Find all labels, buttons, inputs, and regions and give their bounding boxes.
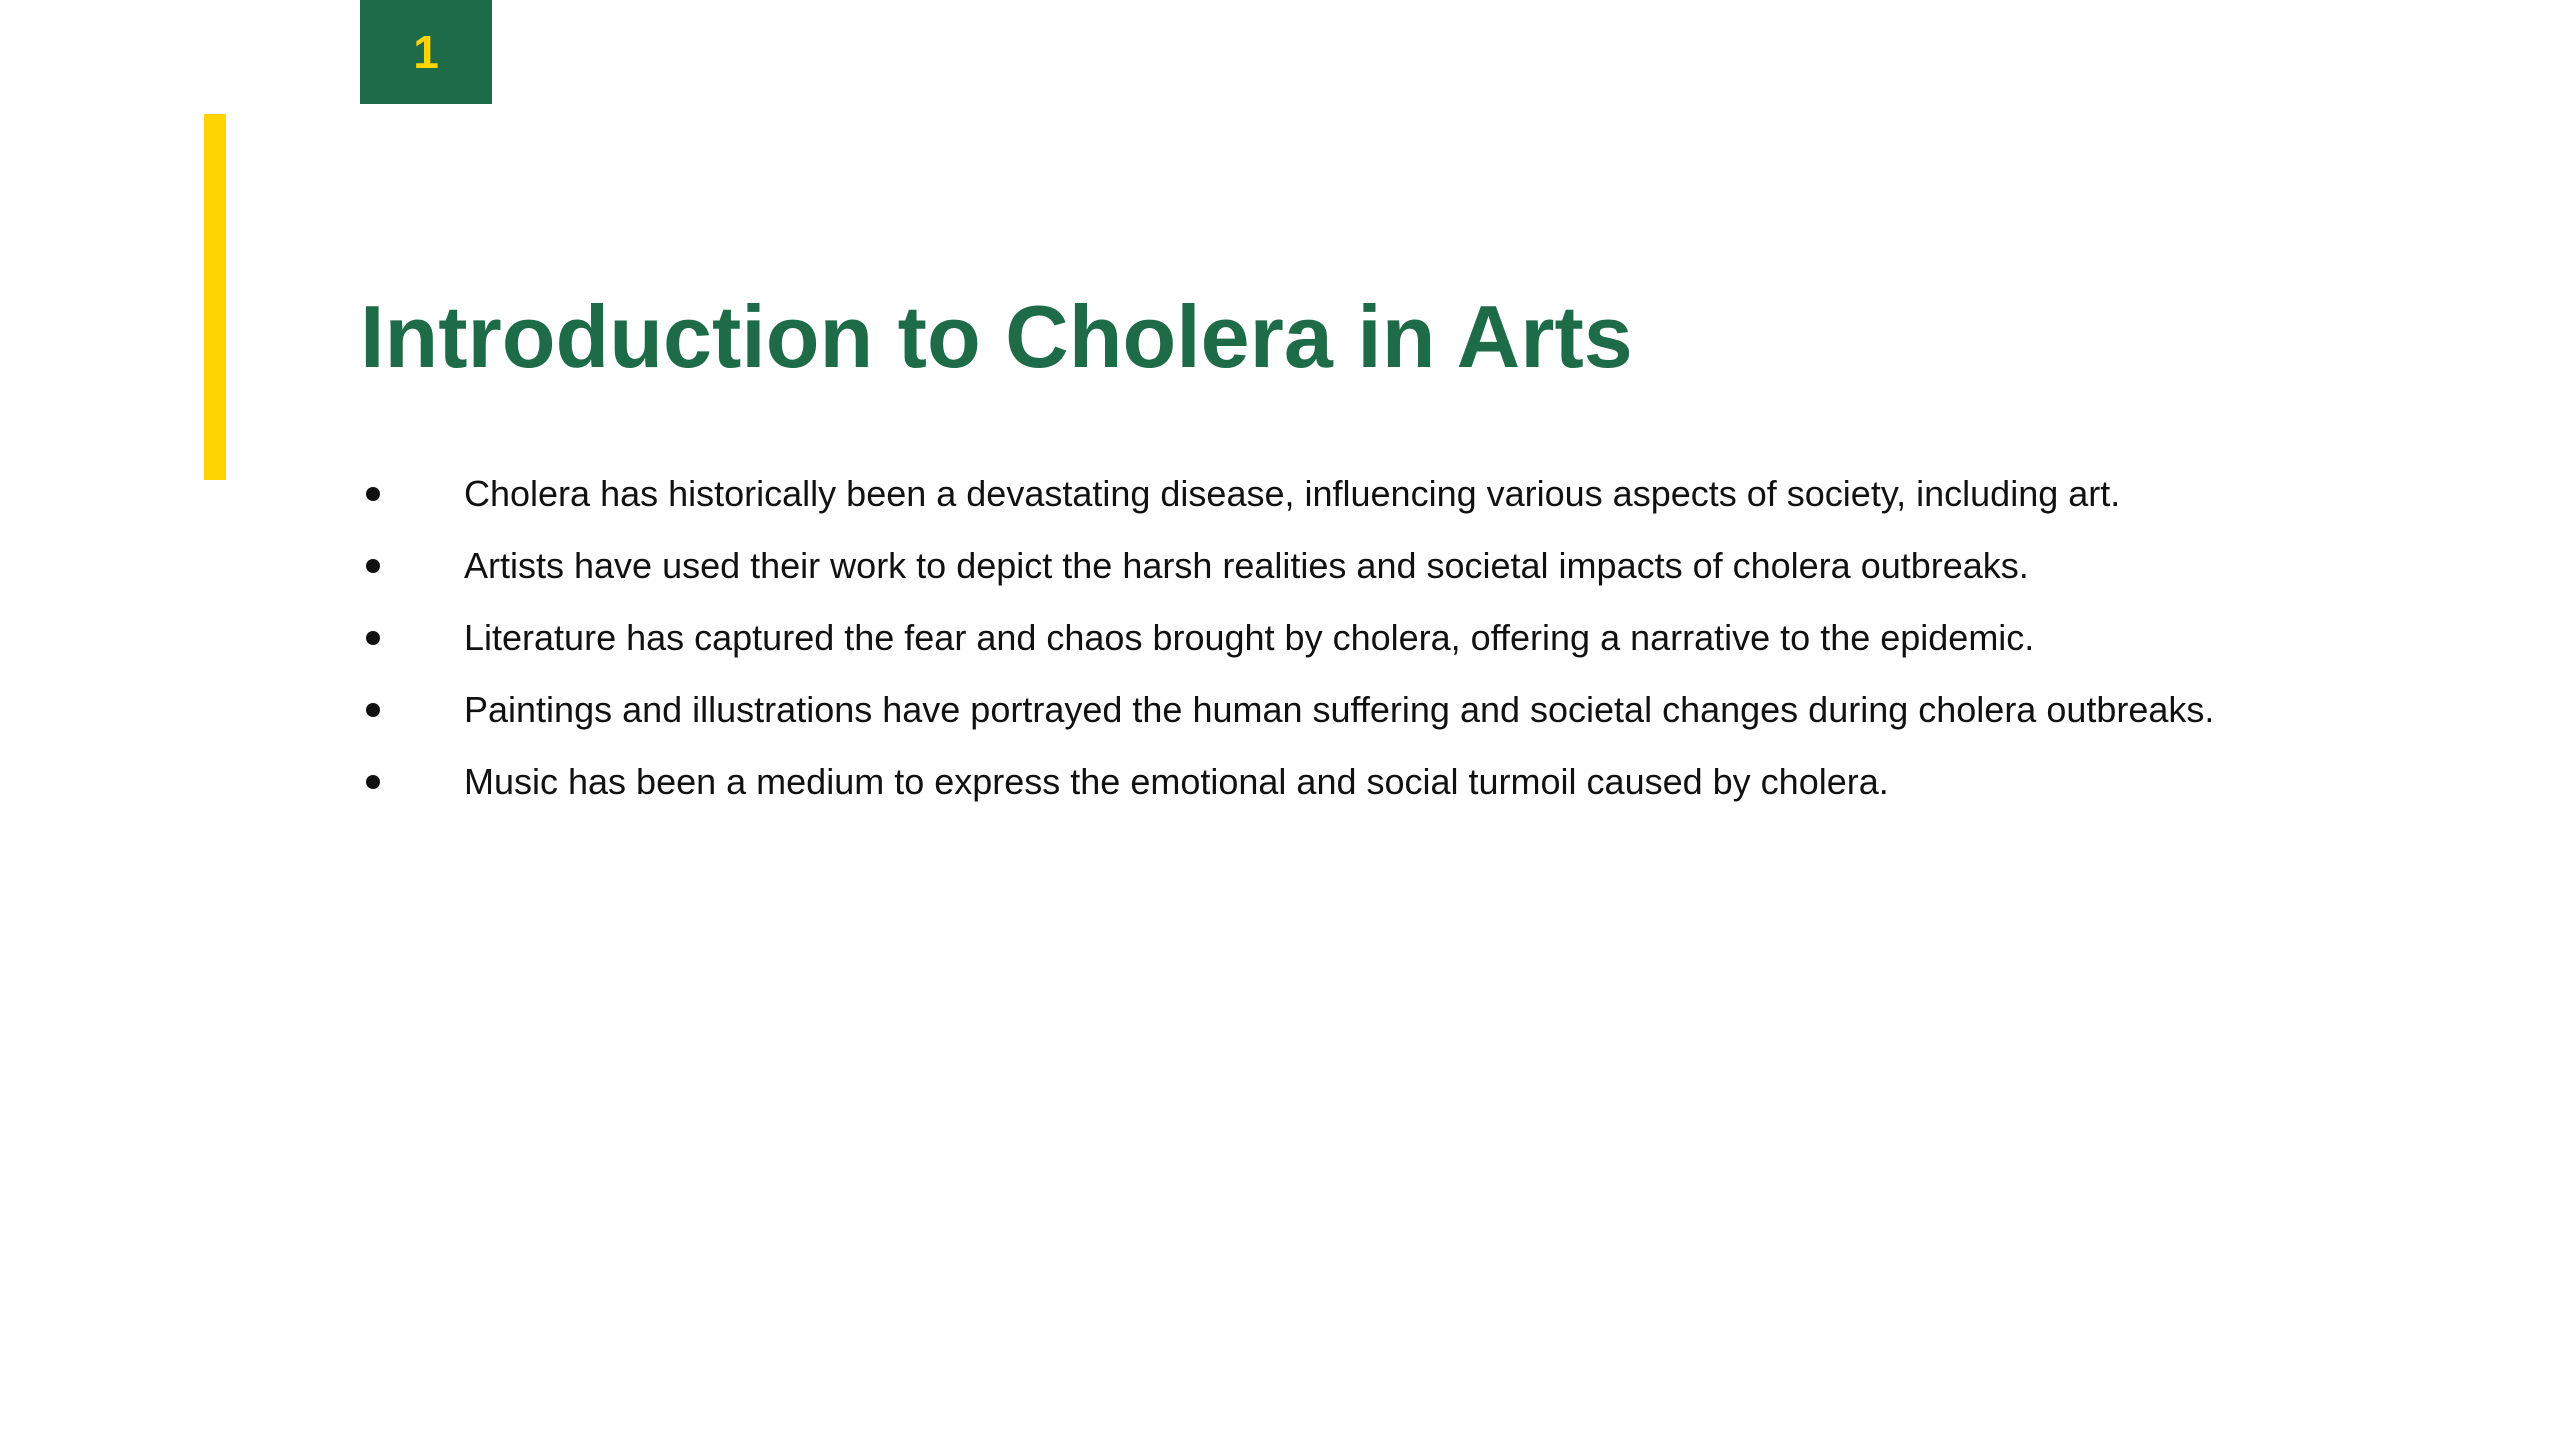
slide-title: Introduction to Cholera in Arts: [360, 287, 1633, 386]
bullet-dot-icon: [366, 559, 380, 573]
bullet-text: Paintings and illustrations have portrayed the human suffering and societal changes during cholera outbreaks.: [464, 689, 2215, 730]
bullet-list: [360, 458, 2380, 818]
bullet-item: [360, 746, 2380, 818]
bullet-text: Cholera has historically been a devastating disease, influencing various aspects of society, including art.: [464, 473, 2121, 514]
bullet-text: Music has been a medium to express the emotional and social turmoil caused by cholera.: [464, 761, 1889, 802]
page-number: 1: [413, 26, 439, 78]
bullet-item: [360, 458, 2380, 530]
bullet-dot-icon: [366, 487, 380, 501]
bullet-dot-icon: [366, 775, 380, 789]
bullet-item: [360, 602, 2380, 674]
bullet-item: [360, 530, 2380, 602]
page-number-badge: [360, 0, 492, 104]
bullet-text: Literature has captured the fear and chaos brought by cholera, offering a narrative to the epidemic.: [464, 617, 2035, 658]
bullet-item: [360, 674, 2380, 746]
bullet-dot-icon: [366, 703, 380, 717]
accent-bar: [204, 114, 226, 480]
bullet-text: Artists have used their work to depict the harsh realities and societal impacts of cholera outbreaks.: [464, 545, 2029, 586]
bullet-dot-icon: [366, 631, 380, 645]
